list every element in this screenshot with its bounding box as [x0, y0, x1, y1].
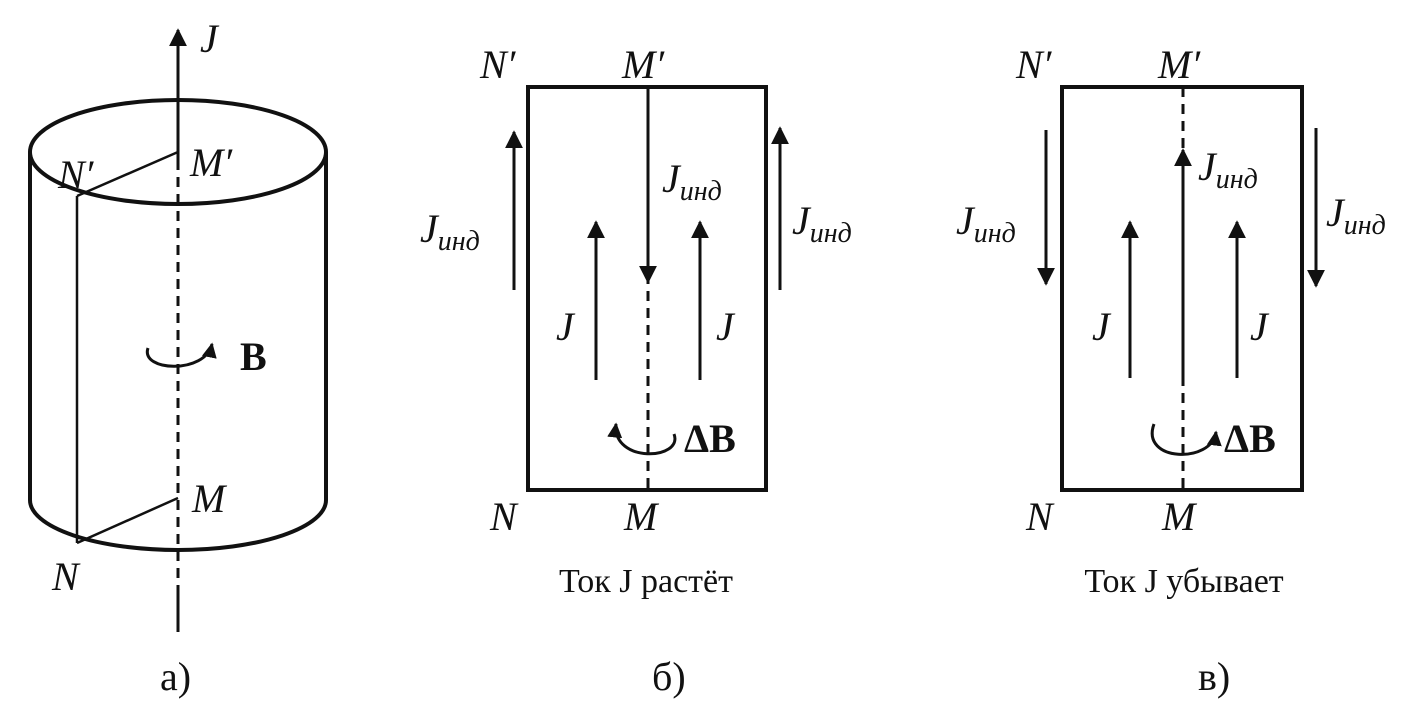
point-m-bottom: M [192, 476, 226, 521]
induced-label-right: $J_{инд}$ [792, 198, 852, 249]
current-label-right: J [1250, 304, 1268, 349]
panel-a-label: а) [160, 654, 192, 699]
point-n-prime-top: N′ [58, 152, 94, 197]
caption-current-decreasing: Ток J убывает [1084, 563, 1284, 600]
panel-c [956, 42, 1386, 699]
induced-label-axis: $J_{инд}$ [662, 156, 722, 207]
corner-n: N [1026, 494, 1053, 539]
corner-n-prime: N′ [1016, 42, 1052, 87]
radial-bottom [77, 498, 178, 543]
panel-a [30, 16, 326, 699]
panel-c-label: в) [1198, 654, 1231, 699]
field-circulation-arrow [147, 344, 212, 366]
corner-n: N [490, 494, 517, 539]
induced-label-left: $J_{инд}$ [420, 206, 480, 257]
current-label-left: J [1092, 304, 1110, 349]
current-label-right: J [716, 304, 734, 349]
point-m-prime-top: M′ [190, 140, 233, 185]
induced-label-right: $J_{инд}$ [1326, 190, 1386, 241]
panel-b [420, 42, 852, 699]
corner-m: M [1162, 494, 1196, 539]
induced-label-left: $J_{инд}$ [956, 198, 1016, 249]
field-change-label: ΔB [1224, 416, 1276, 461]
current-axis-label: J [200, 16, 218, 61]
field-change-label: ΔB [684, 416, 736, 461]
corner-m-prime: M′ [622, 42, 665, 87]
point-n-bottom: N [52, 554, 79, 599]
current-label-left: J [556, 304, 574, 349]
corner-n-prime: N′ [480, 42, 516, 87]
corner-m: M [624, 494, 658, 539]
induced-label-axis: $J_{инд}$ [1198, 144, 1258, 195]
caption-current-increasing: Ток J растёт [559, 563, 733, 600]
field-change-circulation-arrow [616, 424, 675, 454]
corner-m-prime: M′ [1158, 42, 1201, 87]
panel-b-label: б) [652, 654, 686, 699]
field-label-b: B [240, 334, 267, 379]
